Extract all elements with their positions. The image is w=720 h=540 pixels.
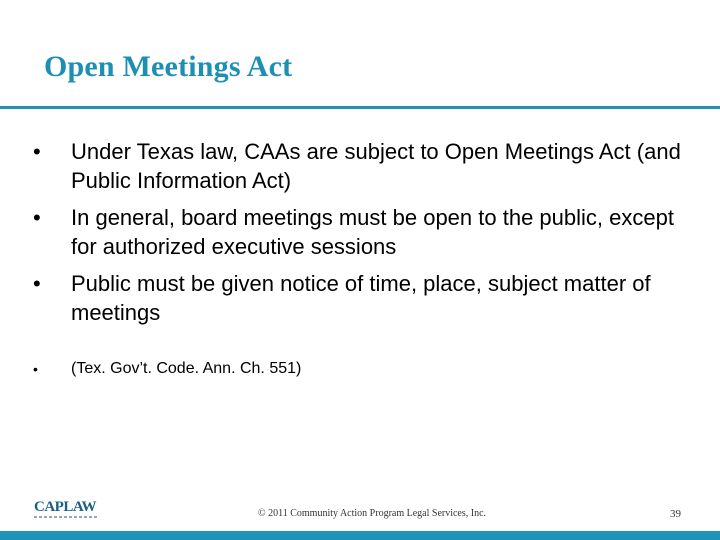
logo-text: CAPLAW [34, 499, 97, 515]
bullet-text: Public must be given notice of time, place, subject matter of meetings [71, 271, 651, 325]
bullet-list [30, 137, 690, 388]
citation-item [30, 358, 690, 380]
bullet-icon: • [33, 205, 41, 230]
bullet-icon: • [33, 361, 38, 377]
page-number: 39 [670, 508, 681, 520]
bullet-item [30, 269, 690, 327]
citation-text: (Tex. Gov’t. Code. Ann. Ch. 551) [71, 360, 302, 377]
slide-title: Open Meetings Act [44, 50, 293, 83]
bullet-item [30, 137, 690, 195]
bullet-item [30, 203, 690, 261]
caplaw-logo [34, 499, 104, 523]
bullet-icon: • [33, 139, 41, 164]
bullet-icon: • [33, 271, 41, 296]
bullet-text: Under Texas law, CAAs are subject to Open Meetings Act (and Public Information Act) [71, 139, 681, 193]
title-divider [0, 106, 720, 109]
copyright-text: © 2011 Community Action Program Legal Services, Inc. [258, 508, 487, 519]
logo-tagline-graphic [34, 516, 98, 518]
bullet-text: In general, board meetings must be open to the public, except for authorized executive sessions [71, 205, 674, 259]
footer-divider [0, 531, 720, 540]
